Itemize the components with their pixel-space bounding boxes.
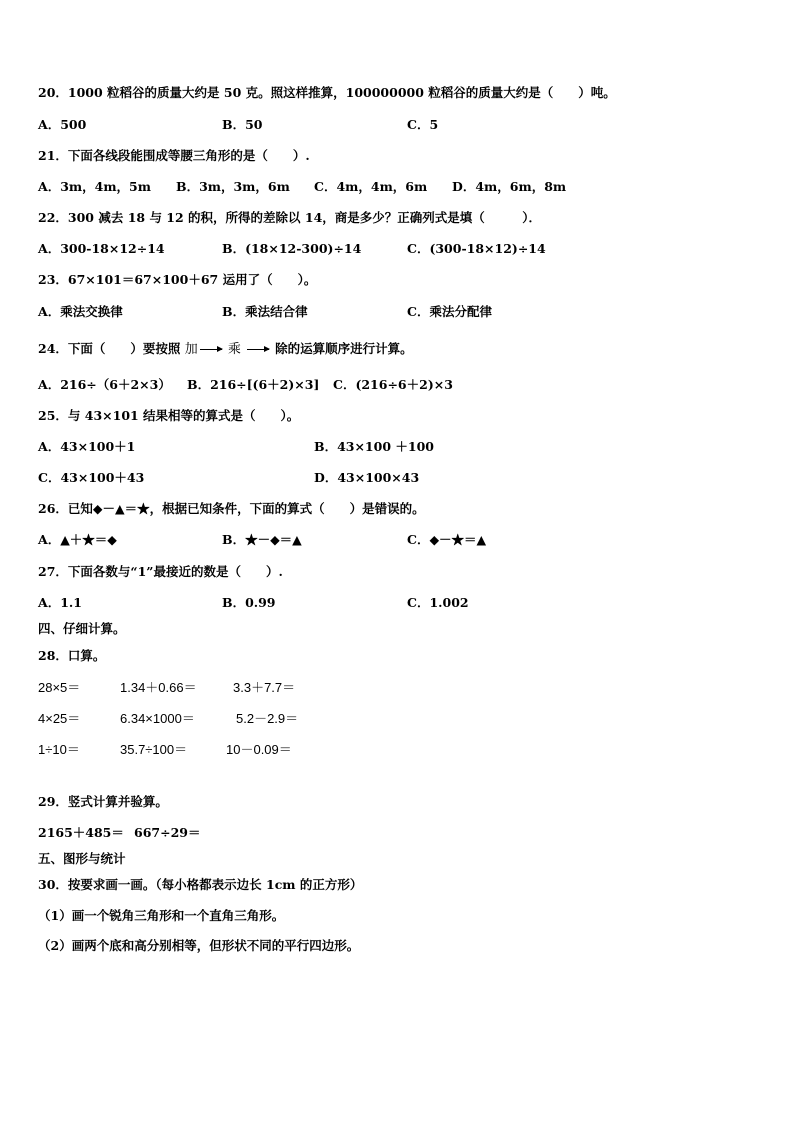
calc-item: 6.34×1000＝ xyxy=(120,711,195,726)
flow-multiply-label: 乘 xyxy=(227,342,241,357)
q27-option-a[interactable]: A．1.1 xyxy=(38,595,82,610)
q24-stem-pre: 24．下面（ ）要按照 xyxy=(38,341,181,356)
q23-option-a[interactable]: A．乘法交换律 xyxy=(38,304,123,319)
q20-option-c[interactable]: C．5 xyxy=(407,117,439,132)
q25-option-a[interactable]: A．43×100＋1 xyxy=(38,439,136,454)
q26-stem: 26．已知◆－▲＝★，根据已知条件，下面的算式（ ）是错误的。 xyxy=(38,501,425,516)
calc-item: 5.2－2.9＝ xyxy=(236,711,299,726)
q29-item: 2165＋485＝ xyxy=(38,825,124,840)
calc-item: 4×25＝ xyxy=(38,711,81,726)
q21-option-b[interactable]: B．3m，3m，6m xyxy=(176,179,290,194)
q26-option-b[interactable]: B．★－◆＝▲ xyxy=(222,532,302,547)
q26-option-a[interactable]: A．▲＋★＝◆ xyxy=(38,532,117,547)
q25-stem: 25．与 43×101 结果相等的算式是（ ）。 xyxy=(38,408,300,423)
q26-option-c[interactable]: C．◆－★＝▲ xyxy=(407,532,487,547)
q20-option-b[interactable]: B．50 xyxy=(222,117,263,132)
q23-option-c[interactable]: C．乘法分配律 xyxy=(407,304,492,319)
q30-sub-1: （1）画一个锐角三角形和一个直角三角形。 xyxy=(38,908,285,923)
q25-option-d[interactable]: D．43×100×43 xyxy=(314,470,420,485)
q27-stem: 27．下面各数与“1”最接近的数是（ ）. xyxy=(38,564,283,579)
q22-option-c[interactable]: C．(300-18×12)÷14 xyxy=(407,241,546,256)
operation-flow xyxy=(185,342,275,357)
flow-add-label: 加 xyxy=(184,342,198,357)
q22-option-a[interactable]: A．300-18×12÷14 xyxy=(38,241,165,256)
q29-stem: 29．竖式计算并验算。 xyxy=(38,794,168,809)
q21-option-c[interactable]: C．4m，4m，6m xyxy=(314,179,428,194)
q20-option-a[interactable]: A．500 xyxy=(38,117,87,132)
q20-stem: 20．1000 粒稻谷的质量大约是 50 克。照这样推算，100000000 粒稻谷的质量大约是（ ）吨。 xyxy=(38,85,616,100)
q27-option-b[interactable]: B．0.99 xyxy=(222,595,276,610)
arrow-right-icon xyxy=(200,349,222,350)
calc-item: 10－0.09＝ xyxy=(226,742,292,757)
calc-item: 35.7÷100＝ xyxy=(120,742,188,757)
calc-item: 1.34＋0.66＝ xyxy=(120,680,197,695)
q25-option-b[interactable]: B．43×100 ＋100 xyxy=(314,439,434,454)
q24-option-a[interactable]: A．216÷（6＋2×3） xyxy=(38,377,171,392)
q30-stem: 30．按要求画一画。（每小格都表示边长 1cm 的正方形） xyxy=(38,877,363,892)
q24-stem-post: 除的运算顺序进行计算。 xyxy=(275,341,413,356)
calc-item: 28×5＝ xyxy=(38,680,81,695)
q21-option-d[interactable]: D．4m，6m，8m xyxy=(452,179,567,194)
q25-option-c[interactable]: C．43×100＋43 xyxy=(38,470,145,485)
q24-option-c[interactable]: C．(216÷6＋2)×3 xyxy=(333,377,453,392)
q21-option-a[interactable]: A．3m，4m，5m xyxy=(38,179,151,194)
q23-option-b[interactable]: B．乘法结合律 xyxy=(222,304,308,319)
q30-sub-2: （2）画两个底和高分别相等，但形状不同的平行四边形。 xyxy=(38,938,360,953)
section-5-heading: 五、图形与统计 xyxy=(38,851,126,866)
q22-stem: 22．300 减去 18 与 12 的积，所得的差除以 14，商是多少？正确列式是填（ ）． xyxy=(38,210,542,225)
q29-item: 667÷29＝ xyxy=(134,825,201,840)
q24-option-b[interactable]: B．216÷[(6＋2)×3] xyxy=(187,377,320,392)
q28-stem: 28．口算。 xyxy=(38,648,106,663)
section-4-heading: 四、仔细计算。 xyxy=(38,621,126,636)
q21-stem: 21．下面各线段能围成等腰三角形的是（ ）. xyxy=(38,148,310,163)
arrow-right-icon xyxy=(247,349,269,350)
calc-item: 3.3＋7.7＝ xyxy=(233,680,296,695)
q24-stem xyxy=(38,338,413,357)
q22-option-b[interactable]: B．(18×12-300)÷14 xyxy=(222,241,362,256)
q27-option-c[interactable]: C．1.002 xyxy=(407,595,469,610)
calc-item: 1÷10＝ xyxy=(38,742,80,757)
q23-stem: 23．67×101＝67×100＋67 运用了（ ）。 xyxy=(38,272,317,287)
